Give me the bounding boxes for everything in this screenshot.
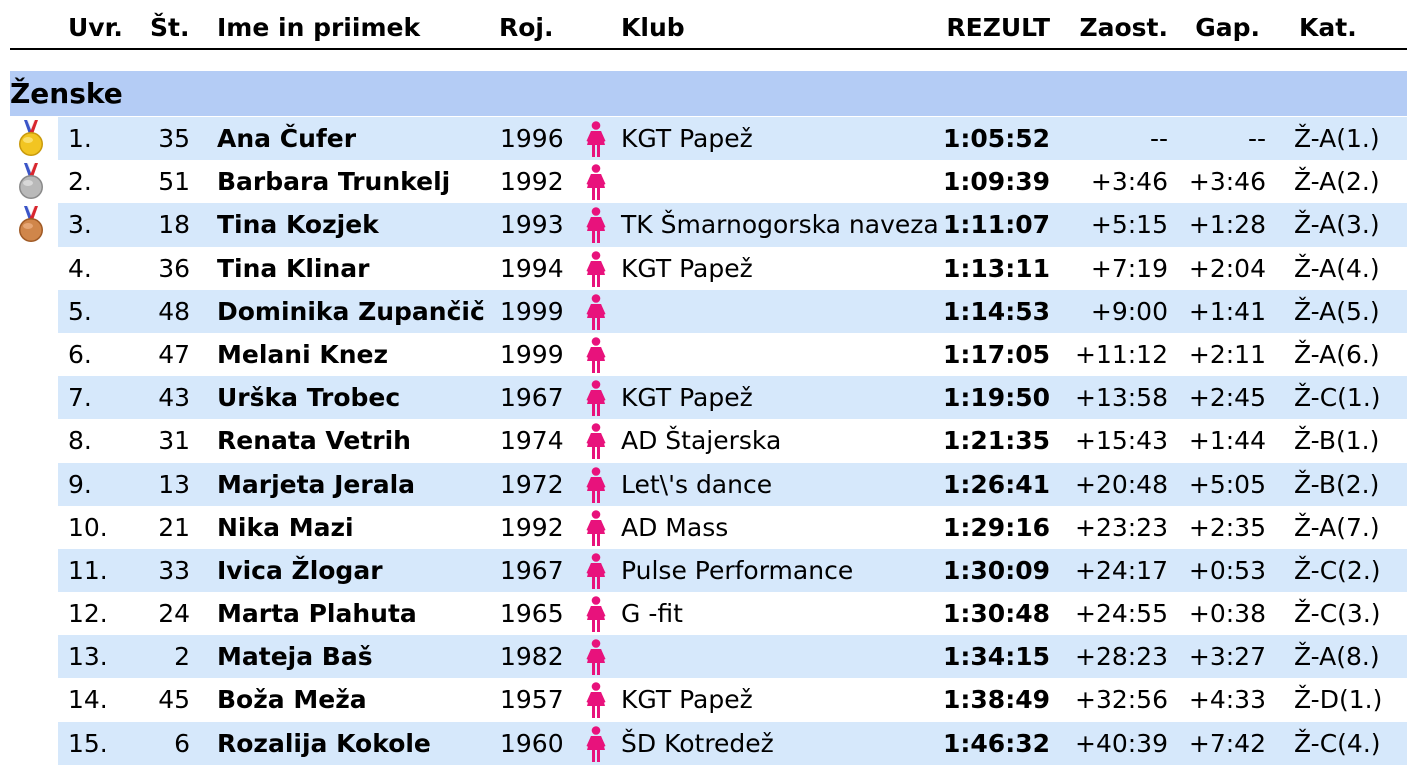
gap-cell: +0:53 — [1188, 555, 1266, 585]
place-cell: 5. — [68, 296, 92, 326]
table-row — [0, 333, 1407, 376]
born-cell: 1992 — [500, 167, 564, 197]
result-cell: 1:46:32 — [943, 728, 1050, 758]
female-icon — [585, 294, 607, 330]
gap-cell: +1:28 — [1188, 210, 1266, 240]
gap-cell: +4:33 — [1188, 685, 1266, 715]
name-cell: Renata Vetrih — [217, 426, 411, 456]
female-icon — [585, 510, 607, 546]
bib-cell: 21 — [158, 512, 190, 542]
result-cell: 1:13:11 — [943, 253, 1050, 283]
table-row — [0, 290, 1407, 333]
header-born: Roj. — [499, 13, 554, 42]
gap-cell: +5:05 — [1188, 469, 1266, 499]
category-cell: Ž-A(3.) — [1294, 210, 1380, 240]
born-cell: 1965 — [500, 599, 564, 629]
name-cell: Urška Trobec — [217, 383, 401, 413]
category-cell: Ž-A(5.) — [1294, 296, 1380, 326]
name-cell: Marta Plahuta — [217, 599, 417, 629]
bib-cell: 48 — [158, 296, 190, 326]
place-cell: 11. — [68, 555, 108, 585]
result-cell: 1:29:16 — [943, 512, 1050, 542]
behind-cell: +15:43 — [1075, 426, 1168, 456]
result-cell: 1:11:07 — [943, 210, 1050, 240]
female-icon — [585, 553, 607, 589]
bib-cell: 31 — [158, 426, 190, 456]
club-cell: KGT Papež — [621, 383, 753, 413]
category-cell: Ž-C(1.) — [1294, 383, 1381, 413]
club-cell: TK Šmarnogorska naveza — [621, 210, 939, 240]
female-icon — [585, 251, 607, 287]
place-cell: 2. — [68, 167, 92, 197]
club-cell: Let\'s dance — [621, 469, 773, 499]
female-icon — [585, 207, 607, 243]
name-cell: Barbara Trunkelj — [217, 167, 451, 197]
gap-cell: +1:44 — [1188, 426, 1266, 456]
table-row — [0, 549, 1407, 592]
table-row — [0, 678, 1407, 721]
result-cell: 1:26:41 — [943, 469, 1050, 499]
gap-cell: -- — [1247, 124, 1266, 153]
table-row — [0, 203, 1407, 246]
club-cell: Pulse Performance — [621, 555, 854, 585]
born-cell: 1999 — [500, 296, 564, 326]
born-cell: 1974 — [500, 426, 564, 456]
club-cell: AD Štajerska — [621, 426, 782, 456]
bib-cell: 24 — [158, 599, 190, 629]
born-cell: 1982 — [500, 642, 564, 672]
place-cell: 6. — [68, 339, 92, 369]
result-cell: 1:17:05 — [943, 339, 1050, 369]
table-row — [0, 722, 1407, 765]
name-cell: Melani Knez — [217, 339, 389, 369]
born-cell: 1999 — [500, 339, 564, 369]
section-band — [10, 71, 1407, 116]
place-cell: 12. — [68, 599, 108, 629]
bib-cell: 6 — [174, 728, 190, 758]
gold-medal-icon — [16, 120, 46, 158]
behind-cell: +24:17 — [1075, 555, 1168, 585]
name-cell: Tina Klinar — [217, 253, 370, 283]
female-icon — [585, 639, 607, 675]
gap-cell: +2:45 — [1188, 383, 1266, 413]
behind-cell: +23:23 — [1075, 512, 1168, 542]
female-icon — [585, 423, 607, 459]
result-cell: 1:19:50 — [943, 383, 1050, 413]
behind-cell: +9:00 — [1090, 296, 1168, 326]
name-cell: Tina Kozjek — [217, 210, 379, 240]
table-row — [0, 419, 1407, 462]
category-cell: Ž-C(3.) — [1294, 599, 1381, 629]
header-category: Kat. — [1299, 13, 1357, 42]
bib-cell: 43 — [158, 383, 190, 413]
table-row — [0, 376, 1407, 419]
place-cell: 15. — [68, 728, 108, 758]
behind-cell: +3:46 — [1090, 167, 1168, 197]
place-cell: 14. — [68, 685, 108, 715]
gap-cell: +3:46 — [1188, 167, 1266, 197]
result-cell: 1:30:09 — [943, 555, 1050, 585]
header-gap: Gap. — [1195, 13, 1260, 42]
category-cell: Ž-A(2.) — [1294, 167, 1380, 197]
female-icon — [585, 467, 607, 503]
born-cell: 1967 — [500, 383, 564, 413]
gap-cell: +3:27 — [1188, 642, 1266, 672]
behind-cell: +7:19 — [1090, 253, 1168, 283]
name-cell: Ivica Žlogar — [217, 555, 383, 585]
table-row — [0, 635, 1407, 678]
behind-cell: +28:23 — [1075, 642, 1168, 672]
born-cell: 1993 — [500, 210, 564, 240]
gap-cell: +2:11 — [1188, 339, 1266, 369]
table-row — [0, 463, 1407, 506]
header-club: Klub — [621, 13, 685, 42]
table-row — [0, 506, 1407, 549]
header-name: Ime in priimek — [217, 13, 421, 42]
header-underline — [10, 48, 1407, 50]
header-place: Uvr. — [68, 13, 123, 42]
category-cell: Ž-A(6.) — [1294, 339, 1380, 369]
female-icon — [585, 380, 607, 416]
born-cell: 1960 — [500, 728, 564, 758]
result-cell: 1:21:35 — [943, 426, 1050, 456]
born-cell: 1996 — [500, 124, 564, 153]
result-cell: 1:34:15 — [943, 642, 1050, 672]
result-cell: 1:30:48 — [943, 599, 1050, 629]
born-cell: 1994 — [500, 253, 564, 283]
category-cell: Ž-D(1.) — [1294, 685, 1383, 715]
female-icon — [585, 596, 607, 632]
name-cell: Nika Mazi — [217, 512, 354, 542]
category-cell: Ž-A(4.) — [1294, 253, 1380, 283]
club-cell: ŠD Kotredež — [621, 728, 774, 758]
category-cell: Ž-C(4.) — [1294, 728, 1381, 758]
place-cell: 10. — [68, 512, 108, 542]
name-cell: Rozalija Kokole — [217, 728, 431, 758]
bib-cell: 35 — [158, 124, 190, 153]
female-icon — [585, 726, 607, 762]
table-row — [0, 247, 1407, 290]
header-result: REZULT — [946, 13, 1050, 42]
behind-cell: +32:56 — [1075, 685, 1168, 715]
behind-cell: +24:55 — [1075, 599, 1168, 629]
born-cell: 1967 — [500, 555, 564, 585]
result-cell: 1:14:53 — [943, 296, 1050, 326]
result-cell: 1:38:49 — [943, 685, 1050, 715]
name-cell: Marjeta Jerala — [217, 469, 416, 499]
place-cell: 13. — [68, 642, 108, 672]
category-cell: Ž-A(8.) — [1294, 642, 1380, 672]
name-cell: Ana Čufer — [217, 124, 357, 153]
behind-cell: -- — [1149, 124, 1168, 153]
name-cell: Boža Meža — [217, 685, 367, 715]
name-cell: Dominika Zupančič — [217, 296, 485, 326]
gap-cell: +7:42 — [1188, 728, 1266, 758]
behind-cell: +13:58 — [1075, 383, 1168, 413]
bib-cell: 13 — [158, 469, 190, 499]
behind-cell: +5:15 — [1090, 210, 1168, 240]
place-cell: 4. — [68, 253, 92, 283]
category-cell: Ž-A(1.) — [1294, 124, 1380, 153]
club-cell: AD Mass — [621, 512, 729, 542]
female-icon — [585, 164, 607, 200]
bib-cell: 45 — [158, 685, 190, 715]
category-cell: Ž-A(7.) — [1294, 512, 1380, 542]
bib-cell: 36 — [158, 253, 190, 283]
bib-cell: 47 — [158, 339, 190, 369]
bib-cell: 51 — [158, 167, 190, 197]
gap-cell: +2:04 — [1188, 253, 1266, 283]
born-cell: 1957 — [500, 685, 564, 715]
section-title: Ženske — [10, 77, 123, 110]
header-behind: Zaost. — [1079, 13, 1168, 42]
behind-cell: +11:12 — [1075, 339, 1168, 369]
place-cell: 7. — [68, 383, 92, 413]
club-cell: G -fit — [621, 599, 683, 629]
header-bib: Št. — [150, 13, 190, 42]
result-cell: 1:09:39 — [943, 167, 1050, 197]
result-cell: 1:05:52 — [943, 124, 1050, 153]
gap-cell: +0:38 — [1188, 599, 1266, 629]
bib-cell: 2 — [174, 642, 190, 672]
place-cell: 9. — [68, 469, 92, 499]
gap-cell: +1:41 — [1188, 296, 1266, 326]
category-cell: Ž-B(1.) — [1294, 426, 1380, 456]
club-cell: KGT Papež — [621, 685, 753, 715]
bib-cell: 33 — [158, 555, 190, 585]
table-row — [0, 592, 1407, 635]
table-row — [0, 160, 1407, 203]
silver-medal-icon — [16, 163, 46, 201]
place-cell: 1. — [68, 124, 92, 153]
behind-cell: +20:48 — [1075, 469, 1168, 499]
female-icon — [585, 337, 607, 373]
born-cell: 1992 — [500, 512, 564, 542]
bronze-medal-icon — [16, 206, 46, 244]
category-cell: Ž-C(2.) — [1294, 555, 1381, 585]
female-icon — [585, 121, 607, 157]
table-header — [0, 0, 1407, 50]
behind-cell: +40:39 — [1075, 728, 1168, 758]
place-cell: 3. — [68, 210, 92, 240]
female-icon — [585, 682, 607, 718]
name-cell: Mateja Baš — [217, 642, 373, 672]
results-rows — [0, 117, 1407, 765]
bib-cell: 18 — [158, 210, 190, 240]
table-row — [0, 117, 1407, 160]
club-cell: KGT Papež — [621, 253, 753, 283]
place-cell: 8. — [68, 426, 92, 456]
gap-cell: +2:35 — [1188, 512, 1266, 542]
born-cell: 1972 — [500, 469, 564, 499]
club-cell: KGT Papež — [621, 124, 753, 153]
category-cell: Ž-B(2.) — [1294, 469, 1380, 499]
